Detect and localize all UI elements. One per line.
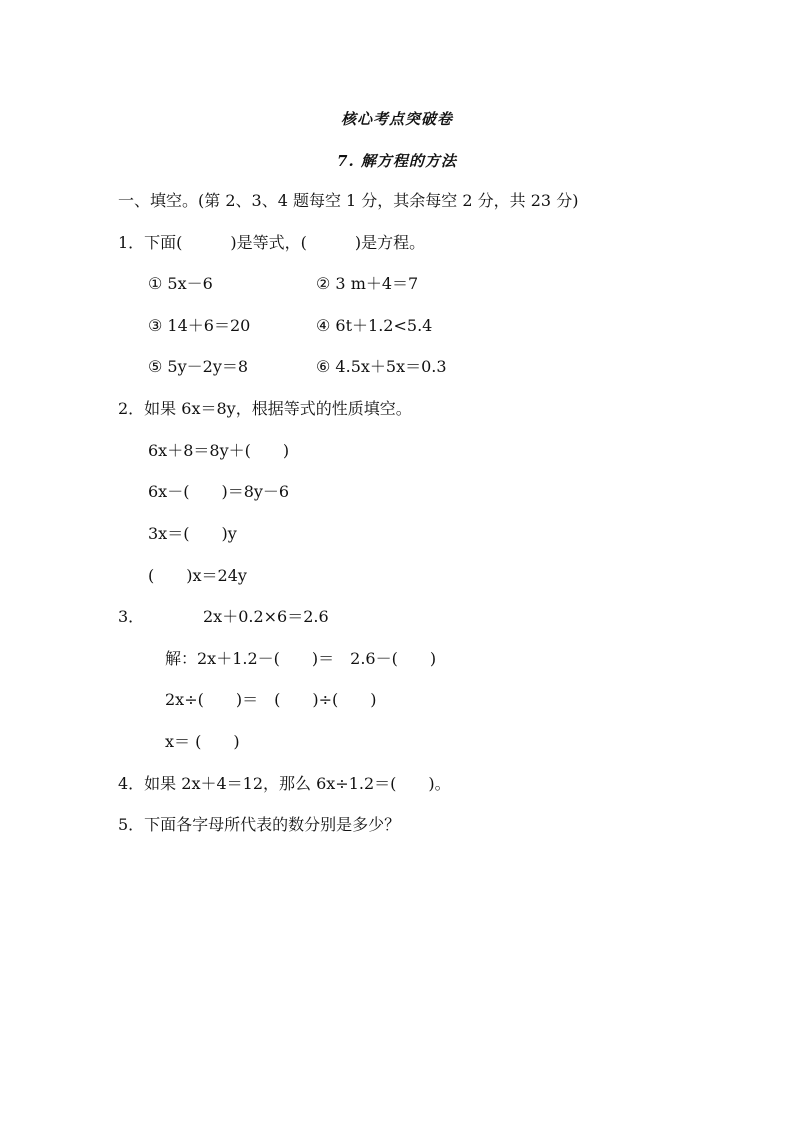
page-title: 核心考点突破卷 — [340, 110, 453, 128]
q3-step-2: 2x÷( )＝ ( )÷( ) — [165, 690, 377, 709]
q2-line-4: ( )x＝24y — [148, 566, 247, 585]
question-5-stem: 5．下面各字母所代表的数分别是多少？ — [118, 815, 401, 834]
question-3-number: 3． — [118, 607, 145, 626]
q1-option-1: ① 5x－6 — [148, 274, 213, 293]
question-4-stem: 4．如果 2x＋4＝12，那么 6x÷1.2＝( )。 — [118, 774, 451, 793]
q2-line-2: 6x－( )＝8y－6 — [148, 482, 290, 501]
question-1-stem: 1．下面( )是等式，( )是方程。 — [118, 233, 426, 252]
q1-option-2: ② 3 m＋4＝7 — [316, 274, 419, 293]
q1-option-4: ④ 6t＋1.2<5.4 — [316, 316, 433, 335]
q1-option-6: ⑥ 4.5x＋5x＝0.3 — [316, 357, 447, 376]
q2-line-1: 6x＋8＝8y＋( ) — [148, 441, 290, 460]
q3-step-1: 解：2x＋1.2－( )＝ 2.6－( ) — [165, 649, 437, 668]
q2-line-3: 3x＝( )y — [148, 524, 237, 543]
section-heading: 一、填空。(第 2、3、4 题每空 1 分，其余每空 2 分，共 23 分) — [118, 191, 579, 210]
q1-option-5: ⑤ 5y－2y＝8 — [148, 357, 249, 376]
question-2-stem: 2．如果 6x＝8y，根据等式的性质填空。 — [118, 399, 412, 418]
q1-option-3: ③ 14＋6＝20 — [148, 316, 251, 335]
q3-step-3: x＝ ( ) — [165, 732, 240, 751]
page-subtitle: 7. 解方程的方法 — [337, 152, 457, 170]
q3-equation: 2x＋0.2×6＝2.6 — [203, 607, 329, 626]
